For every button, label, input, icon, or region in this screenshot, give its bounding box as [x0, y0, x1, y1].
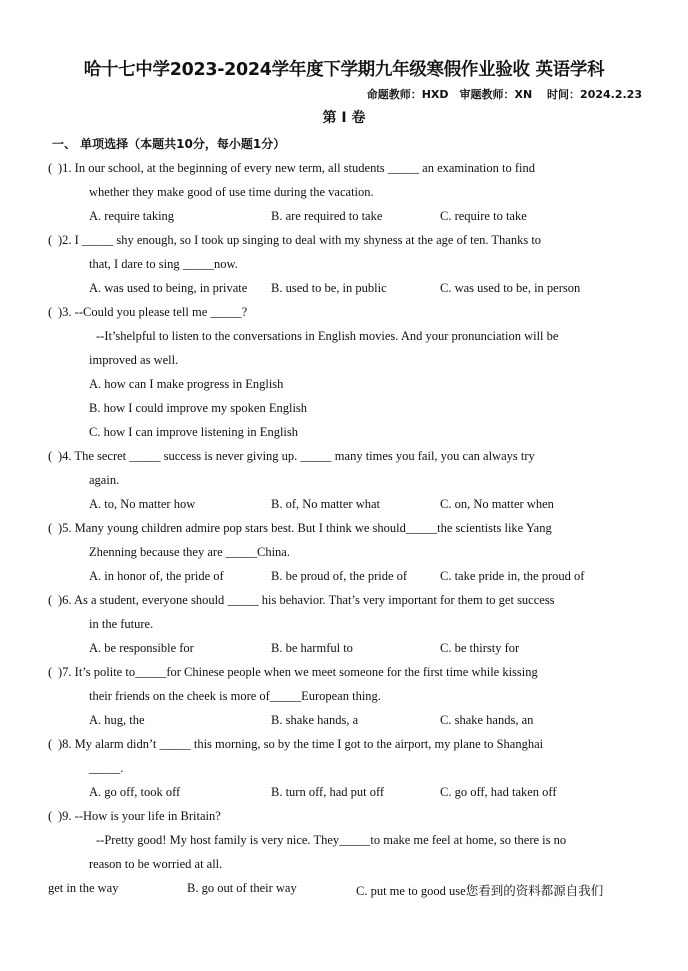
option-b: B. shake hands, a: [271, 713, 359, 727]
question-line: --It’shelpful to listen to the conversations in English movies. And your pronunciation will be: [96, 329, 559, 343]
question-line: their friends on the cheek is more of_____European thing.: [89, 689, 381, 703]
option-b: B. of, No matter what: [271, 497, 381, 511]
option-c: C. be thirsty for: [440, 641, 520, 655]
answer-paren: (: [48, 521, 53, 535]
answer-paren: (: [48, 593, 53, 607]
question-line: again.: [89, 473, 120, 487]
question-line: _____.: [89, 761, 124, 775]
answer-paren: (: [48, 233, 53, 247]
option-b: B. go out of their way: [187, 881, 297, 895]
option-c: C. take pride in, the proud of: [440, 569, 585, 583]
question-line: )6. As a student, everyone should _____ his behavior. That’s very important for them to get success: [58, 593, 555, 607]
option-a: get in the way: [48, 881, 119, 895]
option-a: A. to, No matter how: [89, 497, 196, 511]
exam-title: 哈十七中学2023-2024学年度下学期九年级寒假作业验收 英语学科: [83, 60, 605, 80]
option-c: C. on, No matter when: [440, 497, 554, 511]
option-a: A. go off, took off: [89, 785, 181, 799]
option-b: B. how I could improve my spoken English: [89, 401, 308, 415]
question-line: )3. --Could you please tell me _____?: [58, 305, 248, 319]
option-a: A. hug, the: [89, 713, 145, 727]
option-c: C. require to take: [440, 209, 527, 223]
volume-label: 第 I 卷: [322, 110, 366, 126]
answer-paren: (: [48, 449, 53, 463]
question-line: Zhenning because they are _____China.: [89, 545, 290, 559]
question-line: )9. --How is your life in Britain?: [58, 809, 221, 823]
question-line: whether they make good of use time during the vacation.: [89, 185, 374, 199]
question-line: )8. My alarm didn’t _____ this morning, so by the time I got to the airport, my plane to Shanghai: [58, 737, 544, 751]
answer-paren: (: [48, 161, 53, 175]
option-b: B. are required to take: [271, 209, 383, 223]
option-b: B. turn off, had put off: [271, 785, 385, 799]
option-c: C. shake hands, an: [440, 713, 534, 727]
option-c: C. was used to be, in person: [440, 281, 581, 295]
option-c: C. how I can improve listening in English: [89, 425, 299, 439]
option-c: C. put me to good use您看到的资料都源自我们: [356, 884, 604, 898]
question-line: )4. The secret _____ success is never giving up. _____ many times you fail, you can always try: [58, 449, 535, 463]
option-a: A. in honor of, the pride of: [89, 569, 224, 583]
option-c: C. go off, had taken off: [440, 785, 557, 799]
option-b: B. used to be, in public: [271, 281, 387, 295]
question-line: )7. It’s polite to_____for Chinese people when we meet someone for the first time while kissing: [58, 665, 538, 679]
question-line: )2. I _____ shy enough, so I took up singing to deal with my shyness at the age of ten. Thanks to: [58, 233, 542, 247]
option-a: A. how can I make progress in English: [89, 377, 284, 391]
option-b: B. be proud of, the pride of: [271, 569, 408, 583]
question-line: in the future.: [89, 617, 154, 631]
question-line: --Pretty good! My host family is very nice. They_____to make me feel at home, so there is no: [96, 833, 567, 847]
answer-paren: (: [48, 665, 53, 679]
answer-paren: (: [48, 737, 53, 751]
option-a: A. require taking: [89, 209, 175, 223]
question-line: )1. In our school, at the beginning of every new term, all students _____ an examination to find: [58, 161, 535, 175]
section-heading: 一、 单项选择（本题共10分，每小题1分）: [52, 137, 286, 151]
question-line: improved as well.: [89, 353, 179, 367]
question-line: reason to be worried at all.: [89, 857, 223, 871]
exam-meta: 命题教师：HXD 审题教师：XN 时间：2024.2.23: [366, 88, 642, 101]
answer-paren: (: [48, 809, 53, 823]
option-b: B. be harmful to: [271, 641, 353, 655]
option-a: A. was used to being, in private: [89, 281, 248, 295]
option-a: A. be responsible for: [89, 641, 194, 655]
question-line: that, I dare to sing _____now.: [89, 257, 238, 271]
question-line: )5. Many young children admire pop stars best. But I think we should_____the scientists like Yang: [58, 521, 552, 535]
answer-paren: (: [48, 305, 53, 319]
